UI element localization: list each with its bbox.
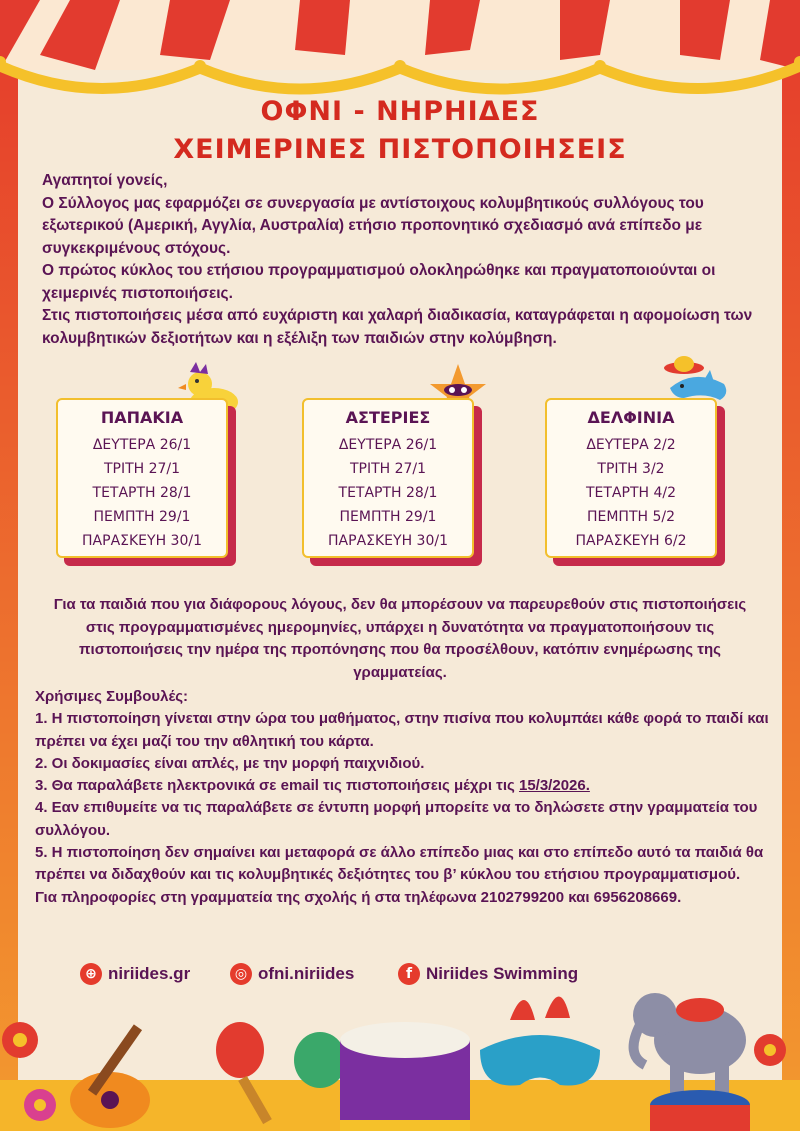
right-border-stripe	[782, 0, 800, 1131]
tips-heading: Χρήσιμες Συμβουλές:	[35, 688, 189, 705]
group-day: ΠΑΡΑΣΚΕΥΗ 30/1	[82, 533, 202, 549]
intro-paragraph: Στις πιστοποιήσεις μέσα από ευχάριστη και χαλαρή διαδικασία, καταγράφεται η αφομοίωση των κολυμβητικών δεξιοτήτων και η εξέλιξη των παιδιών στην κολύμβηση.	[42, 307, 753, 347]
group-day: ΤΕΤΑΡΤΗ 4/2	[585, 485, 677, 501]
facebook-label: Niriides Swimming	[426, 964, 579, 983]
instagram-icon: ◎	[230, 963, 252, 985]
tip-text: 3. Θα παραλάβετε ηλεκτρονικά σε email τις πιστοποιήσεις μέχρι τις	[35, 777, 519, 795]
group-day: ΔΕΥΤΕΡΑ 2/2	[586, 437, 676, 453]
group-name: ΑΣΤΕΡΙΕΣ	[345, 408, 431, 427]
deadline-date: 15/3/2026.	[518, 777, 590, 795]
carnival-mask-icon	[480, 997, 600, 1086]
tip-item: 1. Η πιστοποίηση γίνεται στην ώρα του μαθήματος, στην πισίνα που κολυμπάει κάθε φορά το παιδί και πρέπει να έχει μαζί του την αθλητική του κάρτα.	[35, 710, 769, 750]
page-title: ΟΦΝΙ - ΝΗΡΗΙΔΕΣ	[260, 96, 540, 127]
tip-item: 5. Η πιστοποίηση δεν σημαίνει και μεταφορά σε άλλο επίπεδο μιας και στο επίπεδο αυτό τα παιδιά θα πρέπει να διδαχθούν και τις κολυμβητικές δεξιότητες του β’ κύκλου του ετήσιου προγραμματισμού.	[35, 844, 764, 884]
facebook-icon: f	[398, 963, 420, 985]
intro-text	[42, 170, 762, 350]
group-day: ΠΑΡΑΣΚΕΥΗ 30/1	[328, 533, 448, 549]
guitar-icon	[70, 1024, 150, 1128]
group-day: ΤΕΤΑΡΤΗ 28/1	[338, 485, 438, 501]
tip-item	[35, 775, 775, 797]
contact-info: Για πληροφορίες στη γραμματεία της σχολής ή στα τηλέφωνα 2102799200 και 6956208669.	[35, 888, 682, 906]
group-day: ΤΡΙΤΗ 27/1	[103, 461, 181, 477]
absence-note: Για τα παιδιά που για διάφορους λόγους, δεν θα μπορέσουν να παρευρεθούν στις πιστοποιήσεις στις προγραμματισμένες ημερομηνίες, υπάρχει η δυνατότητα να πραγματοποιήσουν τις πιστοποιήσεις την ημέρα της προπόνησης που θα προσέλθουν, κατόπιν ενημέρωσης της γραμματείας.	[53, 596, 747, 681]
group-day: ΤΡΙΤΗ 3/2	[597, 461, 665, 477]
group-day: ΤΡΙΤΗ 27/1	[349, 461, 427, 477]
group-day: ΠΕΜΠΤΗ 29/1	[339, 509, 437, 525]
carnival-decoration	[0, 980, 800, 1131]
left-border-stripe	[0, 0, 18, 1131]
group-day: ΤΕΤΑΡΤΗ 28/1	[92, 485, 192, 501]
elephant-icon	[633, 993, 750, 1131]
group-day: ΔΕΥΤΕΡΑ 26/1	[92, 437, 192, 453]
group-name: ΠΑΠΑΚΙΑ	[100, 408, 184, 427]
group-card-delfinia	[545, 398, 717, 558]
drum-icon	[340, 1022, 470, 1131]
instagram-label: ofni.niriides	[258, 964, 355, 983]
tip-item: 2. Οι δοκιμασίες είναι απλές, με την μορφή παιχνιδιού.	[35, 754, 425, 772]
group-card-papakia	[56, 398, 228, 558]
intro-paragraph: Ο πρώτος κύκλος του ετήσιου προγραμματισμού ολοκληρώθηκε και πραγματοποιούνται οι χειμερινές πιστοποιήσεις.	[42, 262, 716, 302]
globe-icon: ⊕	[80, 963, 102, 985]
tip-item: 4. Εαν επιθυμείτε να τις παραλάβετε σε έντυπη μορφή μπορείτε να το δηλώσετε στην γραμματεία του συλλόγου.	[35, 799, 758, 839]
group-day: ΠΕΜΠΤΗ 5/2	[586, 509, 676, 525]
group-card-asteries	[302, 398, 474, 558]
group-name: ΔΕΛΦΙΝΙΑ	[587, 408, 675, 427]
website-label: niriides.gr	[108, 964, 191, 983]
useful-tips	[35, 686, 775, 909]
group-day: ΔΕΥΤΕΡΑ 26/1	[338, 437, 438, 453]
group-day: ΠΑΡΑΣΚΕΥΗ 6/2	[575, 533, 687, 549]
intro-greeting: Αγαπητοί γονείς,	[42, 172, 168, 189]
intro-paragraph: Ο Σύλλογος μας εφαρμόζει σε συνεργασία με αντίστοιχους κολυμβητικούς συλλόγους του εξωτερικού (Αμερική, Αγγλία, Αυστραλία) ετήσιο προπονητικό σχεδιασμό ανά επίπεδο με συγκεκριμένους στόχους.	[42, 194, 704, 257]
page-subtitle: ΧΕΙΜΕΡΙΝΕΣ ΠΙΣΤΟΠΟΙΗΣΕΙΣ	[173, 134, 627, 165]
group-day: ΠΕΜΠΤΗ 29/1	[93, 509, 191, 525]
